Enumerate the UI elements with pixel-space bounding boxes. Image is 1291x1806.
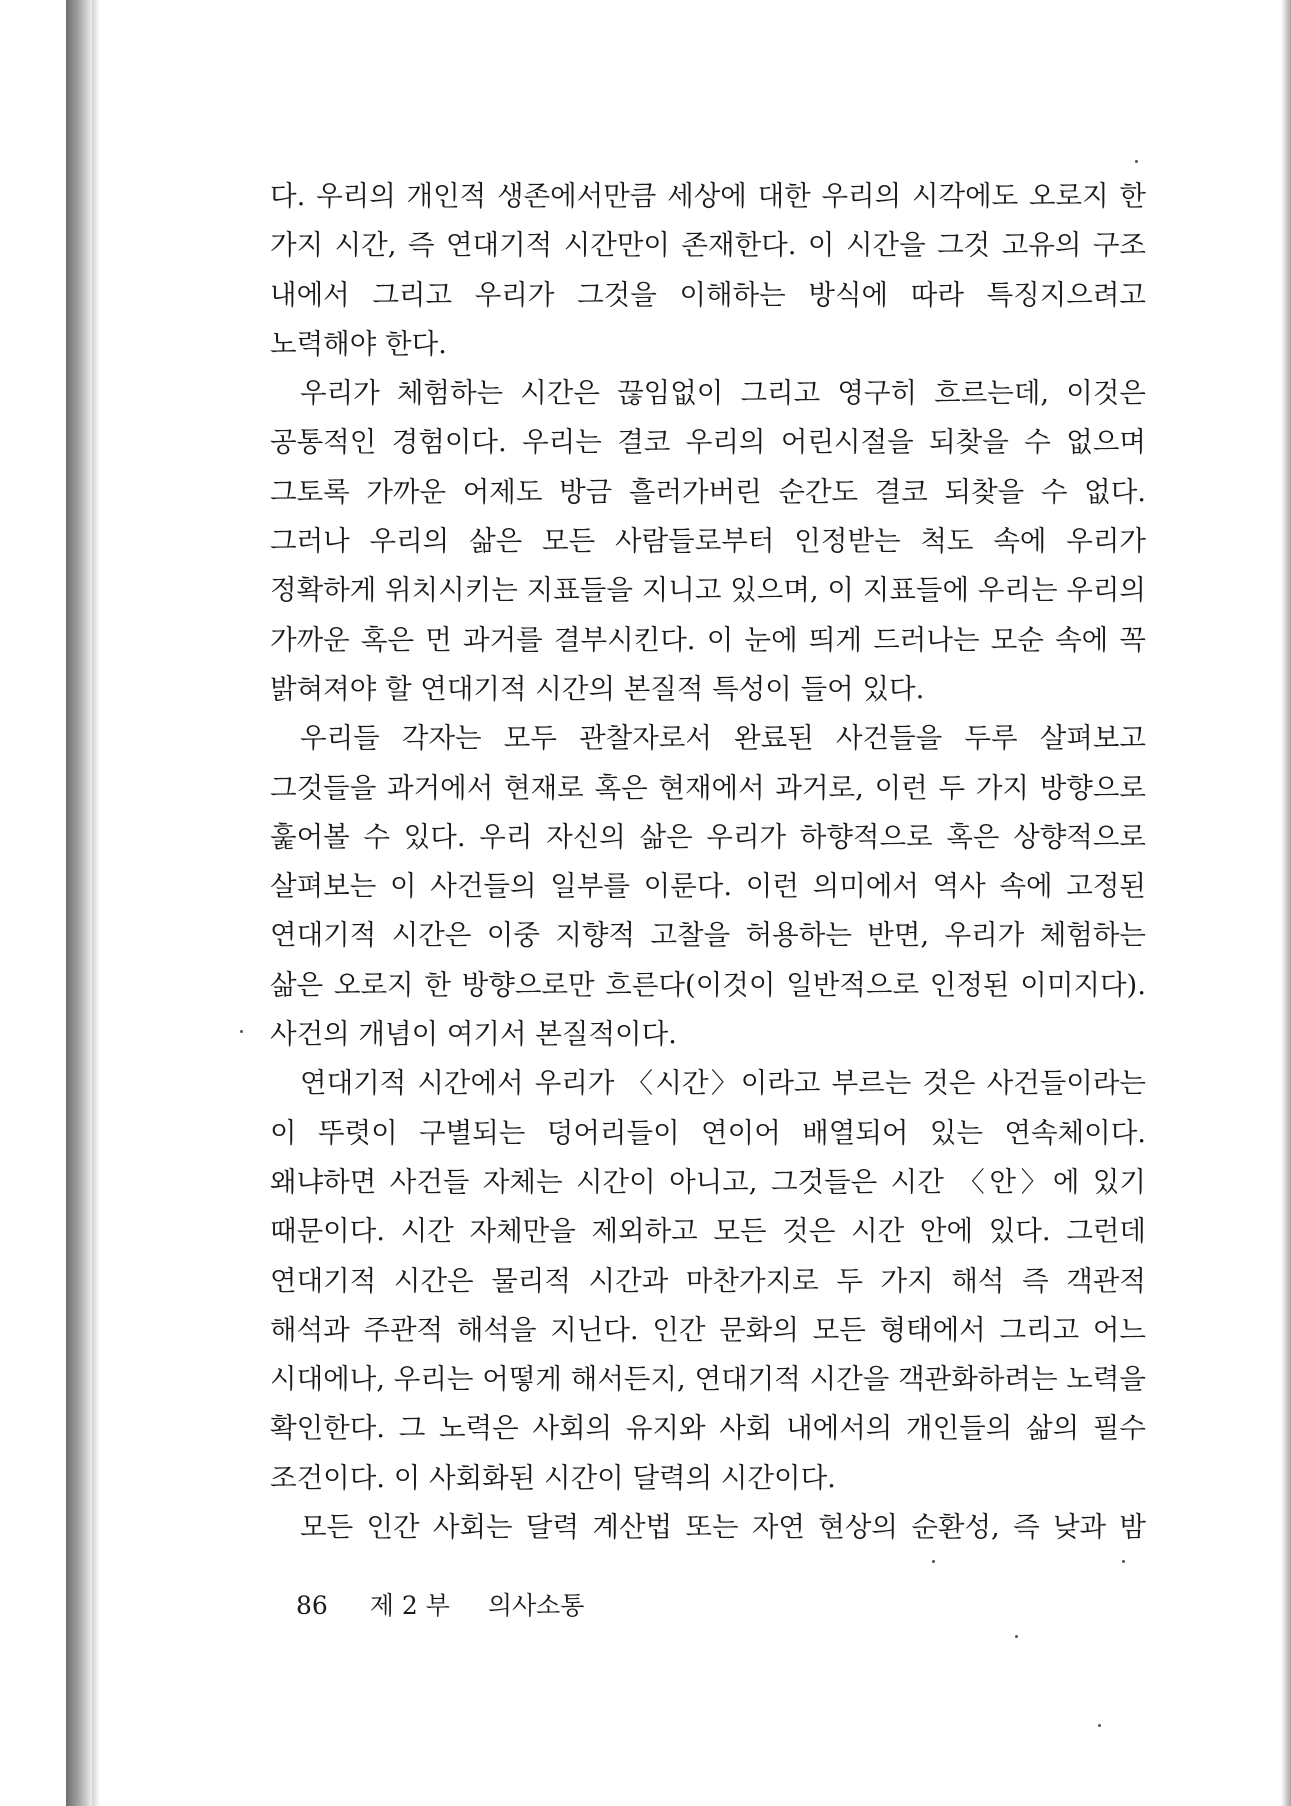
scan-speck: [1122, 1560, 1125, 1563]
right-edge-shadow: [1281, 0, 1291, 1806]
part-label: 제 2 부: [369, 1591, 450, 1620]
scan-speck: [1135, 160, 1138, 163]
page-number: 86: [296, 1591, 328, 1620]
paragraph-5: 모든 인간 사회는 달력 계산법 또는 자연 현상의 순환성, 즉 낮과 밤: [300, 1511, 1146, 1544]
scan-speck: [1015, 1635, 1018, 1638]
body-text: [270, 172, 1146, 1552]
book-page-edge: [66, 0, 92, 1806]
paragraph-4: 연대기적 시간에서 우리가 〈시간〉이라고 부르는 것은 사건들이라는 이 뚜렷이 구별되는 덩어리들이 연이어 배열되어 있는 연속체이다. 왜냐하면 사건들 자체는 시간이 아니고, 그것들은 시간 〈안〉에 있기 때문이다. 시간 자체만을 제외하고 모든 것은 시간 안에 있다. 그런데 연대기적 시간은 물리적 시간과 마찬가지로 두 가지 해석 즉 객관적 해석과 주관적 해석을 지닌다. 인간 문화의 모든 형태에서 그리고 어느 시대에나, 우리는 어떻게 해서든지, 연대기적 시간을 객관화하려는 노력을 확인한다. 그 노력은 사회의 유지와 사회 내에서의 개인들의 삶의 필수 조건이다. 이 사회화된 시간이 달력의 시간이다.: [270, 1067, 1146, 1494]
page-footer: [296, 1586, 584, 1622]
section-label: 의사소통: [487, 1591, 585, 1620]
scan-speck: [932, 1560, 935, 1563]
paragraph-1: 다. 우리의 개인적 생존에서만큼 세상에 대한 우리의 시각에도 오로지 한 가지 시간, 즉 연대기적 시간만이 존재한다. 이 시간을 그것 고유의 구조 내에서 그리고 우리가 그것을 이해하는 방식에 따라 특징지으려고 노력해야 한다.: [270, 180, 1146, 360]
paragraph-3: 우리들 각자는 모두 관찰자로서 완료된 사건들을 두루 살펴보고 그것들을 과거에서 현재로 혹은 현재에서 과거로, 이런 두 가지 방향으로 훑어볼 수 있다. 우리 자신의 삶은 우리가 하향적으로 혹은 상향적으로 살펴보는 이 사건들의 일부를 이룬다. 이런 의미에서 역사 속에 고정된 연대기적 시간은 이중 지향적 고찰을 허용하는 반면, 우리가 체험하는 삶은 오로지 한 방향으로만 흐른다(이것이 일반적으로 인정된 이미지다). 사건의 개념이 여기서 본질적이다.: [270, 722, 1146, 1051]
paragraph-2: 우리가 체험하는 시간은 끊임없이 그리고 영구히 흐르는데, 이것은 공통적인 경험이다. 우리는 결코 우리의 어린시절을 되찾을 수 없으며 그토록 가까운 어제도 방금 흘러가버린 순간도 결코 되찾을 수 없다. 그러나 우리의 삶은 모든 사람들로부터 인정받는 척도 속에 우리가 정확하게 위치시키는 지표들을 지니고 있으며, 이 지표들에 우리는 우리의 가까운 혹은 먼 과거를 결부시킨다. 이 눈에 띄게 드러나는 모순 속에 꼭 밝혀져야 할 연대기적 시간의 본질적 특성이 들어 있다.: [270, 377, 1146, 705]
scan-speck: [1098, 1724, 1101, 1727]
page-edge-shadow: [92, 0, 100, 1806]
scan-speck: [240, 1030, 243, 1033]
